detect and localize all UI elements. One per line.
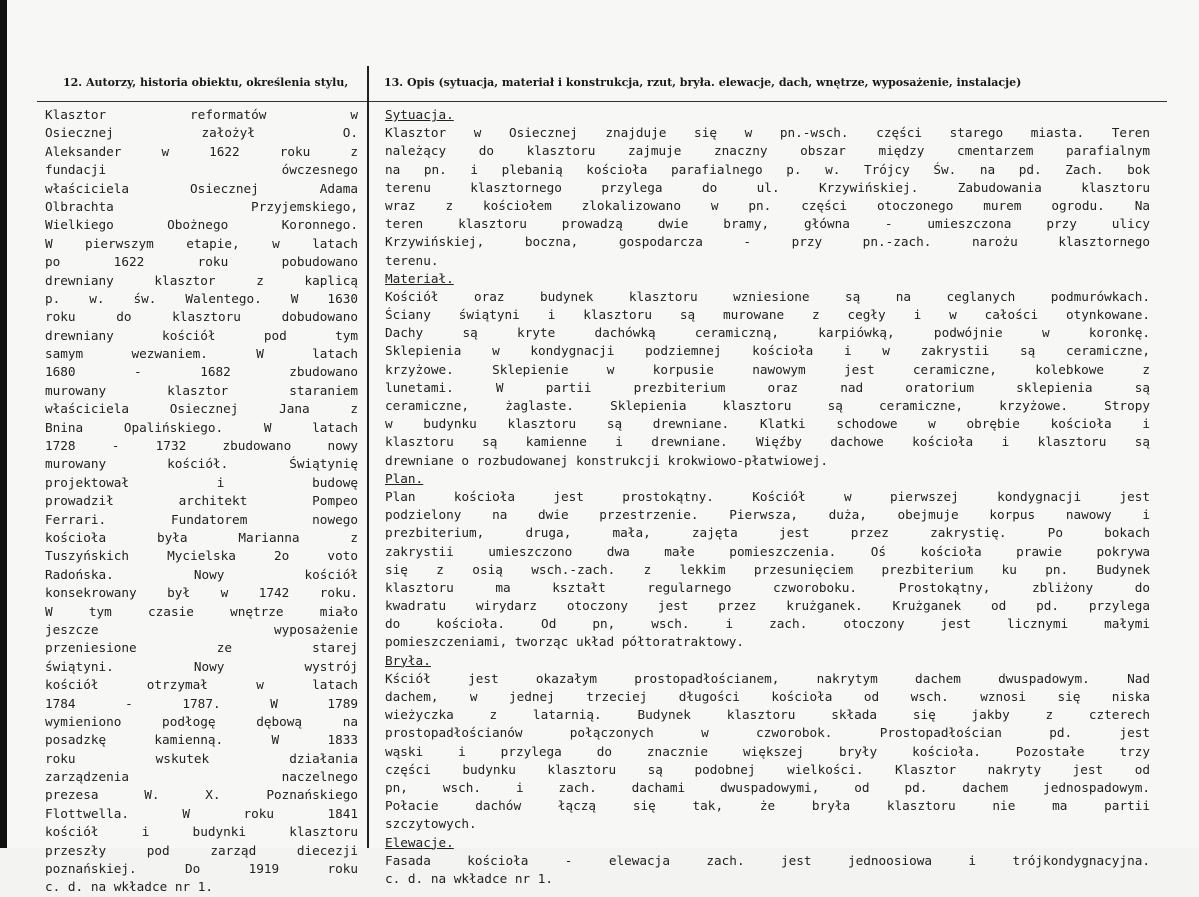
history-line: murowany klasztor staraniem <box>45 382 358 398</box>
history-line: prowadził architekt Pompeo <box>45 493 358 509</box>
history-line: Osiecznej założył O. <box>45 125 358 141</box>
history-line: właściciela Osiecznej Adama <box>45 180 358 196</box>
history-line: przeszły pod zarząd diecezji <box>45 842 358 858</box>
history-text <box>45 106 358 897</box>
section-12-header: 12. Autorzy, historia obiektu, określenia stylu, <box>63 76 349 89</box>
header-rule <box>37 101 1167 102</box>
description-line: do kościoła. Od pn, wsch. i zach. otoczony jest licznymi małymi <box>385 616 1150 632</box>
section-heading <box>385 470 1150 488</box>
history-line: p. w. św. Walentego. W 1630 <box>45 290 358 306</box>
history-line: Wielkiego Obożnego Koronnego. <box>45 217 358 233</box>
history-line: Ferrari. Fundatorem nowego <box>45 511 358 527</box>
section-heading-text: Sytuacja. <box>385 107 454 122</box>
description-line: Połacie dachów łączą się tak, że bryła klasztoru nie ma partii <box>385 798 1150 814</box>
history-line: 1784 - 1787. W 1789 <box>45 695 358 711</box>
history-line: Radońska. Nowy kościół <box>45 566 358 582</box>
description-line: na pn. i plebanią kościoła parafialnego p. w. Trójcy Św. na pd. Zach. bok <box>385 161 1150 177</box>
description-line: Krzywińskiej, boczna, gospodarcza - przy pn.-zach. narożu klasztornego <box>385 234 1150 250</box>
history-line: świątyni. Nowy wystrój <box>45 658 358 674</box>
history-line: W tym czasie wnętrze miało <box>45 603 358 619</box>
history-line: konsekrowany był w 1742 roku. <box>45 585 358 601</box>
history-line: Bnina Opalińskiego. W latach <box>45 419 358 435</box>
history-line: właściciela Osiecznej Jana z <box>45 401 358 417</box>
description-line: Ściany świątyni i klasztoru są murowane z cegły i w całości otynkowane. <box>385 307 1150 323</box>
section-heading <box>385 106 1150 124</box>
history-line: Aleksander w 1622 roku z <box>45 143 358 159</box>
description-line: szczytowych. <box>385 816 477 832</box>
history-line: posadzkę kamienną. W 1833 <box>45 732 358 748</box>
history-line: drewniany klasztor z kaplicą <box>45 272 358 288</box>
history-line: roku wskutek działania <box>45 750 358 766</box>
section-heading-text: Elewacje. <box>385 834 454 850</box>
history-line: kościół otrzymał w latach <box>45 677 358 693</box>
description-line: wraz z kościołem zlokalizowano w pn. części otoczonego murem ogrodu. Na <box>385 197 1150 213</box>
description-line: terenu klasztornego przylega do ul. Krzywińskiej. Zabudowania klasztoru <box>385 179 1150 195</box>
description-line: Plan kościoła jest prostokątny. Kościół w pierwszej kondygnacji jest <box>385 488 1150 504</box>
description-line: klasztoru są kamienne i drewniane. Więźby dachowe kościoła i klasztoru są <box>385 434 1150 450</box>
history-line: przeniesione ze starej <box>45 640 358 656</box>
description-line: Kościół oraz budynek klasztoru wzniesione są na ceglanych podmurówkach. <box>385 288 1150 304</box>
description-line: pn, wsch. i zach. dachami dwuspadowymi, od pd. dachem jednospadowym. <box>385 779 1150 795</box>
description-line: części budynku klasztoru są podobnej wielkości. Klasztor nakryty jest od <box>385 761 1150 777</box>
document-page <box>7 0 1199 895</box>
description-line: w budynku klasztoru są drewniane. Klatki schodowe w obrębie kościoła i <box>385 416 1150 432</box>
history-line: zarządzenia naczelnego <box>45 769 358 785</box>
history-line: kościoła była Marianna z <box>45 529 358 545</box>
section-heading <box>385 270 1150 288</box>
history-line: W pierwszym etapie, w latach <box>45 235 358 251</box>
description-line: Dachy są kryte dachówką ceramiczną, karpiówką, podwójnie w koronkę. <box>385 325 1150 341</box>
description-line: prezbiterium, druga, mała, zajęta jest przez zakrystię. Po bokach <box>385 525 1150 541</box>
description-line: podzielony na dwie przestrzenie. Pierwsza, duża, obejmuje korpus nawowy i <box>385 507 1150 523</box>
history-line: 1728 - 1732 zbudowano nowy <box>45 438 358 454</box>
description-line: Kściół jest okazałym prostopadłościanem, nakrytym dachem dwuspadowym. Nad <box>385 670 1150 686</box>
description-line: kwadratu wirydarz otoczony jest przez krużganek. Krużganek od pd. przylega <box>385 598 1150 614</box>
description-line: teren klasztoru prowadzą dwie bramy, główna - umieszczona przy ulicy <box>385 216 1150 232</box>
history-line: jeszcze wyposażenie <box>45 621 358 637</box>
description-line: wąski i przylega do znacznie większej bryły kościoła. Pozostałe trzy <box>385 743 1150 759</box>
description-line: lunetami. W partii prezbiterium oraz nad oratorium sklepienia są <box>385 379 1150 395</box>
history-line: Olbrachta Przyjemskiego, <box>45 198 358 214</box>
description-line: się z osią wsch.-zach. z lekkim przesunięciem prezbiterium ku pn. Budynek <box>385 561 1150 577</box>
description-line: Fasada kościoła - elewacja zach. jest jednoosiowa i trójkondygnacyjna. <box>385 852 1150 868</box>
section-heading-text: Plan. <box>385 470 424 486</box>
section-heading-text: Materiał. <box>385 270 454 286</box>
section-13-header: 13. Opis (sytuacja, materiał i konstrukcja, rzut, bryła. elewacje, dach, wnętrze, wyposażenie, instalacje) <box>384 76 1022 89</box>
history-line: c. d. na wkładce nr 1. <box>45 879 214 895</box>
description-line: pomieszczeniami, tworząc układ półtoratraktowy. <box>385 634 745 650</box>
description-line: ceramiczne, żaglaste. Sklepienia klasztoru są ceramiczne, krzyżowe. Stropy <box>385 398 1150 413</box>
description-line: terenu. <box>385 252 439 268</box>
description-line: prostopadłościanów połączonych w czworobok. Prostopadłościan pd. jest <box>385 725 1150 741</box>
description-line: klasztoru ma kształt regularnego czworoboku. Prostokątny, zbliżony do <box>385 579 1150 595</box>
description-line: c. d. na wkładce nr 1. <box>385 870 554 886</box>
history-line: samym wezwaniem. W latach <box>45 346 358 362</box>
description-line: Klasztor w Osiecznej znajduje się w pn.-wsch. części starego miasta. Teren <box>385 125 1150 141</box>
history-line: Tuszyńskich Mycielska 2o voto <box>45 548 358 564</box>
description-line: zakrystii umieszczono dwa małe pomieszczenia. Oś kościoła prawie pokrywa <box>385 543 1150 559</box>
description-line: Sklepienia w kondygnacji podziemnej kościoła i w zakrystii są ceramiczne, <box>385 343 1150 359</box>
section-heading-text: Bryła. <box>385 652 431 668</box>
description-line: wieżyczka z latarnią. Budynek klasztoru składa się jakby z czterech <box>385 707 1150 723</box>
description-line: dachem, w jednej trzeciej długości kościoła od wsch. wznosi się niska <box>385 689 1150 704</box>
section-heading <box>385 652 1150 670</box>
history-line: Flottwella. W roku 1841 <box>45 805 358 821</box>
description-line: krzyżowe. Sklepienie w korpusie nawowym jest ceramiczne, kolebkowe z <box>385 361 1150 377</box>
history-line: kościół i budynki klasztoru <box>45 824 358 840</box>
history-line: projektował i budowę <box>45 474 358 490</box>
history-line: fundacji ówczesnego <box>45 162 358 178</box>
history-line: Klasztor reformatów w <box>45 107 358 122</box>
history-line: po 1622 roku pobudowano <box>45 254 358 270</box>
history-line: drewniany kościół pod tym <box>45 327 358 343</box>
description-line: drewniane o rozbudowanej konstrukcji krokwiowo-płatwiowej. <box>385 452 829 468</box>
description-line: należący do klasztoru zajmuje znaczny obszar między cmentarzem parafialnym <box>385 143 1150 159</box>
history-line: poznańskiej. Do 1919 roku <box>45 861 358 877</box>
history-line: 1680 - 1682 zbudowano <box>45 364 358 380</box>
history-line: roku do klasztoru dobudowano <box>45 309 358 325</box>
section-heading <box>385 834 1150 852</box>
history-line: wymieniono podłogę dębową na <box>45 713 358 729</box>
history-line: murowany kościół. Świątynię <box>45 456 358 472</box>
history-line: prezesa W. X. Poznańskiego <box>45 787 358 803</box>
column-divider <box>367 66 369 848</box>
scan-edge <box>0 0 7 848</box>
description-text <box>385 106 1150 888</box>
